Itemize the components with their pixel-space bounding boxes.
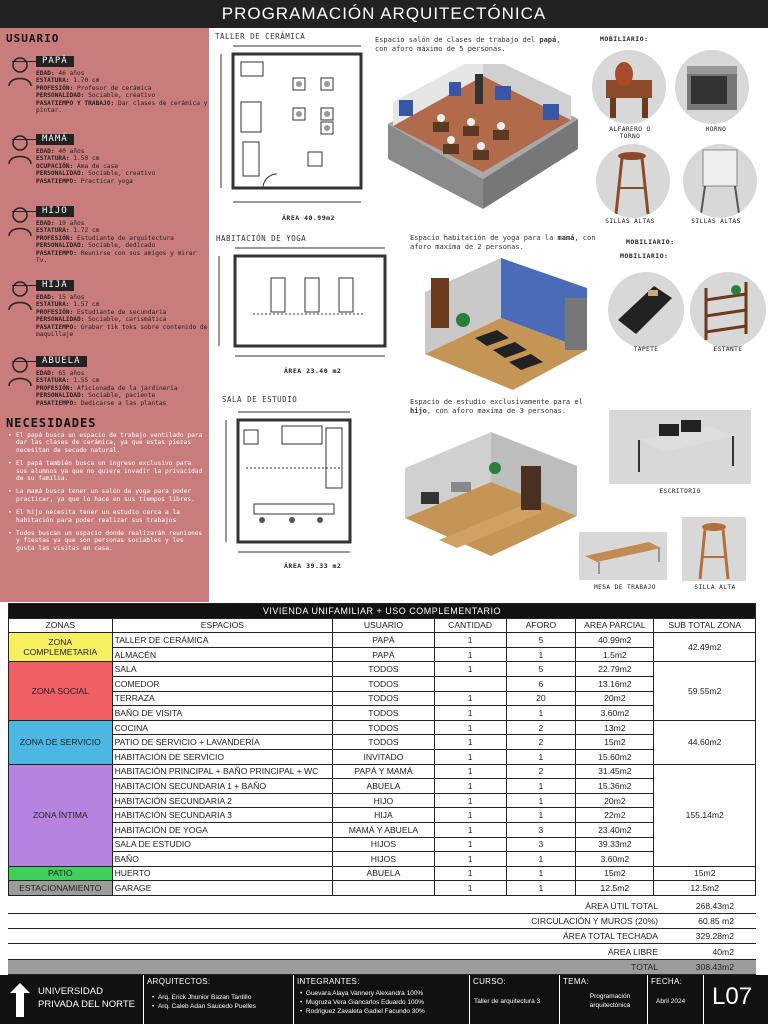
table-cell: TODOS: [333, 676, 434, 691]
zone-subtotal: 155.14m2: [654, 764, 756, 866]
table-cell: SALA: [112, 662, 333, 677]
table-cell: 1: [506, 881, 576, 896]
summary-label: ÁREA LIBRE: [607, 946, 658, 957]
user-details: EDAD: 46 años ESTATURA: 1.70 cm PROFESIÓN: Profesor de cerámica PERSONALIDAD: Sociable, creativo PASATIEMPO Y TRABAJO: Dar clases de cerámica y pintar.: [36, 70, 208, 115]
table-cell: BAÑO DE VISITA: [112, 706, 333, 721]
table-cell: 40.99m2: [576, 633, 654, 648]
estante-image: [690, 272, 766, 348]
silla-alta-caption: SILLA ALTA: [694, 584, 736, 591]
table-row: [9, 647, 756, 662]
arquitectos-cell: ARQUITECTOS: • Arq. Erick Jhunior Bazan Tantillo • Arq. Caleb Adan Saucedo Puelles: [143, 975, 293, 1024]
silla-alta-caption-1: SILLAS ALTAS: [605, 218, 655, 225]
table-cell: 3.60m2: [576, 852, 654, 867]
silla-alta-estudio-image: [682, 517, 746, 581]
table-cell: 22.79m2: [576, 662, 654, 677]
table-cell: HABITACIÓN SECUNDARIA 1 + BAÑO: [112, 779, 333, 794]
table-cell: 1: [434, 837, 506, 852]
summary-value: 329.28m2: [695, 931, 734, 942]
table-cell: 1: [434, 852, 506, 867]
table-cell: 1: [506, 793, 576, 808]
mesa-trabajo-image: [579, 532, 667, 580]
table-cell: ABUELA: [333, 866, 434, 881]
table-cell: 5: [506, 633, 576, 648]
table-row: [9, 706, 756, 721]
lamina-cell: [703, 975, 768, 1024]
table-cell: 1: [506, 706, 576, 721]
zone-cell: ZONA ÍNTIMA: [9, 764, 113, 866]
zone-subtotal: 12.5m2: [654, 881, 756, 896]
table-cell: 15m2: [576, 735, 654, 750]
yoga-mobiliario-label-1: MOBILIARIO:: [626, 238, 675, 246]
table-cell: HABITACIÓN DE SERVICIO: [112, 749, 333, 764]
yoga-description: Espacio habitación de yoga para la mamá, con aforo maxima de 2 personas.: [410, 234, 596, 251]
summary-value: 268.43m2: [695, 901, 734, 911]
table-cell: 1.5m2: [576, 647, 654, 662]
estudio-description: Espacio de estudio exclusivamente para el hijo, con aforo maxima de 3 personas.: [410, 398, 583, 415]
table-cell: 1: [434, 779, 506, 794]
university-logo: [10, 983, 30, 1017]
table-cell: 1: [506, 808, 576, 823]
table-cell: HABITACIÓN SECUNDARIA 3: [112, 808, 333, 823]
university-name: UNIVERSIDAD PRIVADA DEL NORTE: [38, 986, 135, 1010]
user-details: EDAD: 65 años ESTATURA: 1.55 cm PROFESIÓN: Aficionada de la jardinería PERSONALIDAD: Sociable, paciente PASATIEMPO: Dedicarse a las plantas: [36, 370, 178, 407]
table-cell: PAPÁ Y MAMÁ: [333, 764, 434, 779]
table-cell: 1: [434, 764, 506, 779]
zone-subtotal: 44.60m2: [654, 720, 756, 764]
table-cell: 15m2: [576, 866, 654, 881]
fecha-cell: FECHA: Abril 2024: [647, 975, 703, 1024]
table-cell: 1: [434, 822, 506, 837]
user-name: PAPÁ: [36, 56, 74, 67]
table-cell: 1: [434, 720, 506, 735]
table-cell: ABUELA: [333, 779, 434, 794]
table-cell: 1: [506, 852, 576, 867]
necesidades-heading: NECESIDADES: [6, 416, 97, 430]
table-header: CANTIDAD: [434, 618, 506, 633]
zone-cell: ZONA SOCIAL: [9, 662, 113, 720]
silla-alta-caption-2: SILLAS ALTAS: [691, 218, 741, 225]
table-cell: 1: [434, 866, 506, 881]
programming-table: [8, 603, 756, 896]
escritorio-caption: ESCRITORIO: [659, 488, 701, 495]
yoga-render: [425, 258, 593, 390]
table-row: [9, 691, 756, 706]
curso-cell: CURSO: Taller de arquitectura 3: [469, 975, 559, 1024]
summary-value: 40m2: [712, 946, 734, 957]
table-header: USUARIO: [333, 618, 434, 633]
table-cell: TODOS: [333, 662, 434, 677]
table-cell: 1: [434, 881, 506, 896]
torno-caption: ALFARERO O TORNO: [609, 126, 651, 140]
table-cell: HIJA: [333, 808, 434, 823]
summary-label: CIRCULACIÓN Y MUROS (20%): [531, 916, 658, 927]
table-cell: 1: [434, 691, 506, 706]
table-cell: 3: [506, 837, 576, 852]
ceramica-label: TALLER DE CERÁMICA: [215, 32, 306, 41]
table-cell: [333, 881, 434, 896]
table-cell: COMEDOR: [112, 676, 333, 691]
integrantes-cell: INTEGRANTES: • Guevara Alaya Vannery Alexandra 100% • Mugruza Vera Giancarlos Eduardo 100% • Rodriguez Zavaleta Gadiel Facundo 30%: [293, 975, 469, 1024]
table-cell: 2: [506, 720, 576, 735]
table-row: [9, 720, 756, 735]
silla-alta-image-1: [596, 144, 670, 218]
user-name: HIJO: [36, 206, 74, 217]
yoga-mobiliario-label-2: MOBILIARIO:: [620, 252, 669, 260]
user-name: MAMÁ: [36, 134, 74, 145]
table-row: [9, 633, 756, 648]
table-row: [9, 866, 756, 881]
table-cell: 1: [506, 647, 576, 662]
summary-row: [8, 914, 756, 929]
table-header: ZONAS: [9, 618, 113, 633]
table-row: [9, 822, 756, 837]
table-cell: 13.16m2: [576, 676, 654, 691]
table-header: SUB TOTAL ZONA: [654, 618, 756, 633]
table-cell: 23.40m2: [576, 822, 654, 837]
table-cell: HABITACIÓN PRINCIPAL + BAÑO PRINCIPAL + WC: [112, 764, 333, 779]
table-row: [9, 808, 756, 823]
silla-alta-image-2: [683, 144, 757, 218]
summary-row: [8, 899, 756, 914]
ceramica-floor-plan: [213, 42, 373, 214]
ceramica-description: Espacio salón de clases de trabajo del papá, con aforo máximo de 5 personas.: [375, 36, 561, 53]
table-cell: TODOS: [333, 720, 434, 735]
table-cell: INVITADO: [333, 749, 434, 764]
tapete-image: [608, 272, 684, 348]
table-header: AFORO: [506, 618, 576, 633]
table-cell: 20: [506, 691, 576, 706]
table-cell: 2: [506, 735, 576, 750]
table-row: [9, 764, 756, 779]
table-cell: HABITACIÓN DE YOGA: [112, 822, 333, 837]
zone-subtotal: 42.49m2: [654, 633, 756, 662]
estudio-render: [405, 432, 579, 572]
table-cell: SALA DE ESTUDIO: [112, 837, 333, 852]
yoga-floor-plan: [213, 244, 393, 366]
need-item: • El papá busca un espacio de trabajo ventilado para dar las clases de cerámica, ya que estas piezas necesitan de secado natural.: [8, 432, 204, 454]
footer: [0, 975, 768, 1024]
table-cell: 2: [506, 764, 576, 779]
yoga-area: ÁREA 23.40 m2: [284, 367, 342, 375]
user-name: HIJA: [36, 280, 74, 291]
table-cell: HIJOS: [333, 837, 434, 852]
table-row: [9, 881, 756, 896]
need-item: • La mamá busca tener un salón de yoga para poder practicar, ya que lo hace en sus tiempos libres.: [8, 488, 204, 503]
table-header: ESPACIOS: [112, 618, 333, 633]
need-item: • El hijo necesita tener un estudio cerca a la habitación para poder realizar sus trabajos: [8, 509, 204, 524]
table-title: VIVIENDA UNIFAMILIAR + USO COMPLEMENTARIO: [9, 604, 756, 619]
lamina-number: L07: [712, 983, 753, 1010]
table-cell: HIJO: [333, 793, 434, 808]
table-cell: TODOS: [333, 691, 434, 706]
tapete-caption: TAPETE: [633, 346, 659, 353]
torno-image: [592, 50, 666, 124]
table-cell: 1: [434, 735, 506, 750]
table-cell: PATIO DE SERVICIO + LAVANDERÍA: [112, 735, 333, 750]
summary-row: [8, 929, 756, 944]
table-cell: 6: [506, 676, 576, 691]
table-cell: ALMACÉN: [112, 647, 333, 662]
table-row: [9, 676, 756, 691]
user-name: ABUELA: [36, 356, 87, 367]
summary-label: ÁREA ÚTIL TOTAL: [585, 901, 658, 911]
table-cell: 1: [506, 749, 576, 764]
usuario-heading: USUARIO: [6, 32, 60, 45]
table-row: [9, 779, 756, 794]
table-cell: HIJOS: [333, 852, 434, 867]
table-cell: 1: [434, 662, 506, 677]
table-cell: 1: [434, 749, 506, 764]
table-cell: 1: [434, 793, 506, 808]
summary-value: 308.43m2: [695, 961, 734, 972]
table-cell: PAPÁ: [333, 633, 434, 648]
table-cell: 13m2: [576, 720, 654, 735]
user-details: EDAD: 19 años ESTATURA: 1.72 cm PROFESIÓN: Estudiante de arquitectura PERSONALIDAD: Sociable, dedicado PASATIEMPO: Reunirse con sus amigos y mirar Tv.: [36, 220, 197, 265]
table-cell: BAÑO: [112, 852, 333, 867]
zone-subtotal: 59.55m2: [654, 662, 756, 720]
table-row: [9, 852, 756, 867]
table-cell: 1: [434, 633, 506, 648]
zone-subtotal: 15m2: [654, 866, 756, 881]
table-cell: 15.60m2: [576, 749, 654, 764]
table-cell: 3: [506, 822, 576, 837]
table-cell: 1: [434, 647, 506, 662]
zone-cell: ZONA DE SERVICIO: [9, 720, 113, 764]
user-details: EDAD: 15 años ESTATURA: 1.57 cm PROFESIÓN: Estudiante de secundaria PERSONALIDAD: Sociable, carismática PASATIEMPO: Grabar tik toks sobre contenido de maquillaje: [36, 294, 208, 339]
table-row: [9, 662, 756, 677]
summary-row: [8, 960, 756, 975]
zone-cell: ESTACIONAMIENTO: [9, 881, 113, 896]
table-cell: TALLER DE CERÁMICA: [112, 633, 333, 648]
horno-caption: HORNO: [705, 126, 727, 133]
table-cell: HABITACIÓN SECUNDARIA 2: [112, 793, 333, 808]
table-cell: HUERTO: [112, 866, 333, 881]
need-item: • El papá también busca un ingreso exclusivo para sus alumnos ya que no quiere invadir la privacidad de su familia.: [8, 460, 204, 482]
table-cell: 5: [506, 662, 576, 677]
needs-list: [8, 432, 204, 558]
ceramica-mobiliario-label: MOBILIARIO:: [600, 35, 649, 43]
table-cell: 20m2: [576, 691, 654, 706]
page-title: PROGRAMACIÓN ARQUITECTÓNICA: [0, 0, 768, 28]
ceramica-render: [383, 64, 579, 210]
table-cell: 1: [506, 866, 576, 881]
table-cell: 3.60m2: [576, 706, 654, 721]
table-cell: COCINA: [112, 720, 333, 735]
table-cell: 22m2: [576, 808, 654, 823]
table-cell: 15.36m2: [576, 779, 654, 794]
table-cell: 12.5m2: [576, 881, 654, 896]
zone-cell: PATIO: [9, 866, 113, 881]
estudio-floor-plan: [220, 408, 360, 560]
need-item: • Todos buscan un espacio donde realizarán reuniones y fiestas ya que son personas sociables y les gusta las visitas en casa.: [8, 530, 204, 552]
zone-cell: ZONA COMPLEMETARIA: [9, 633, 113, 662]
table-cell: TERRAZA: [112, 691, 333, 706]
mesa-trabajo-caption: MESA DE TRABAJO: [594, 584, 656, 591]
table-cell: GARAGE: [112, 881, 333, 896]
table-row: [9, 749, 756, 764]
table-header: AREA PARCIAL: [576, 618, 654, 633]
ceramica-area: ÁREA 40.99m2: [282, 214, 335, 222]
table-cell: TODOS: [333, 706, 434, 721]
yoga-label: HABITACIÓN DE YOGA: [216, 234, 307, 243]
summary-row: [8, 945, 756, 960]
table-cell: [434, 676, 506, 691]
table-cell: PAPÁ: [333, 647, 434, 662]
summary-label: TOTAL: [631, 961, 658, 972]
table-row: [9, 735, 756, 750]
table-cell: 1: [434, 808, 506, 823]
user-details: EDAD: 40 años ESTATURA: 1.50 cm OCUPACIÓN: Ama de casa PERSONALIDAD: Sociable, creativo PASATIEMPO: Practicar yoga: [36, 148, 156, 185]
table-cell: 31.45m2: [576, 764, 654, 779]
table-cell: 39.33m2: [576, 837, 654, 852]
table-cell: 1: [434, 706, 506, 721]
table-row: [9, 837, 756, 852]
horno-image: [675, 50, 749, 124]
escritorio-image: [609, 410, 751, 484]
table-cell: 20m2: [576, 793, 654, 808]
summary-label: ÁREA TOTAL TECHADA: [562, 931, 658, 942]
estante-caption: ESTANTE: [713, 346, 743, 353]
summary-value: 60.85 m2: [698, 916, 734, 927]
table-cell: 1: [506, 779, 576, 794]
table-row: [9, 793, 756, 808]
estudio-label: SALA DE ESTUDIO: [222, 395, 298, 404]
estudio-area: ÁREA 39.33 m2: [284, 562, 342, 570]
tema-cell: TEMA: Programación arquitectónica: [559, 975, 647, 1024]
table-cell: MAMÁ Y ABUELA: [333, 822, 434, 837]
table-cell: TODOS: [333, 735, 434, 750]
